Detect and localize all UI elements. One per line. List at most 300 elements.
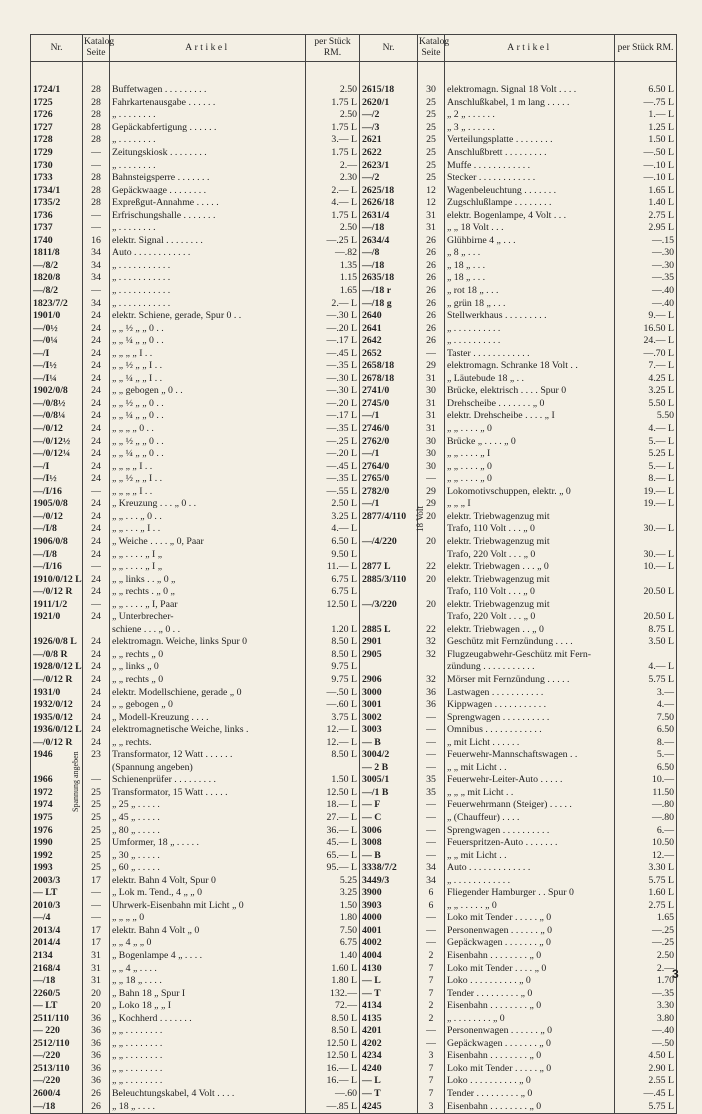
table-row bbox=[31, 937, 677, 950]
table-row bbox=[31, 473, 677, 486]
price-right: 10.— bbox=[615, 774, 677, 787]
article-right: Loko mit Tender . . . . . „ 0 bbox=[445, 1063, 615, 1076]
price-left: 2.50 L bbox=[306, 498, 360, 511]
price-right: —.10 L bbox=[615, 159, 677, 172]
catalog-page-right: 31 bbox=[418, 222, 445, 235]
article-left: „ 60 „ . . . . . bbox=[110, 862, 306, 875]
article-left: „ Kreuzung . . . „ 0 . . bbox=[110, 498, 306, 511]
article-right: „ „ „ I bbox=[445, 498, 615, 511]
article-right: Sprengwagen . . . . . . . . . . bbox=[445, 824, 615, 837]
table-row bbox=[31, 787, 677, 800]
table-row bbox=[31, 272, 677, 285]
item-number-right: 2905 bbox=[360, 649, 418, 662]
table-row bbox=[31, 975, 677, 988]
item-number-right: 2901 bbox=[360, 636, 418, 649]
item-number-right: 3002 bbox=[360, 711, 418, 724]
price-right: 2.— bbox=[615, 962, 677, 975]
article-right: „ . . . . . . . . „ 0 bbox=[445, 1012, 615, 1025]
article-left: „ „ ½ „ „ 0 . . bbox=[110, 435, 306, 448]
item-number-left bbox=[31, 624, 83, 637]
catalog-page-right: 30 bbox=[418, 435, 445, 448]
item-number-left: 1992 bbox=[31, 849, 83, 862]
table-row bbox=[31, 686, 677, 699]
price-left: —.60 L bbox=[306, 699, 360, 712]
catalog-page-left: — bbox=[83, 209, 110, 222]
catalog-page-right: 31 bbox=[418, 398, 445, 411]
item-number-right: 4245 bbox=[360, 1100, 418, 1113]
article-right: Trafo, 110 Volt . . . „ 0 bbox=[445, 523, 615, 536]
catalog-page-right: 35 bbox=[418, 774, 445, 787]
article-right: Feuerwehr-Leiter-Auto . . . . . bbox=[445, 774, 615, 787]
catalog-page-right: 25 bbox=[418, 122, 445, 135]
price-right: —.40 bbox=[615, 297, 677, 310]
item-number-right: 2762/0 bbox=[360, 435, 418, 448]
price-right: —.40 bbox=[615, 285, 677, 298]
table-row bbox=[31, 184, 677, 197]
article-left: „ „ ¼ „ „ I . . bbox=[110, 373, 306, 386]
item-number-left: 1740 bbox=[31, 235, 83, 248]
item-number-right: 2906 bbox=[360, 674, 418, 687]
catalog-page-right: 20 bbox=[418, 598, 445, 611]
price-left: —.35 L bbox=[306, 360, 360, 373]
price-left: —.55 L bbox=[306, 486, 360, 499]
article-right: Flugzeugabwehr-Geschütz mit Fern- bbox=[445, 649, 615, 662]
table-header-row bbox=[31, 35, 677, 62]
article-right: „ rot 18 „ . . . bbox=[445, 285, 615, 298]
item-number-right: 3903 bbox=[360, 900, 418, 913]
table-row bbox=[31, 448, 677, 461]
price-right bbox=[615, 511, 677, 524]
catalog-page-right: 7 bbox=[418, 1063, 445, 1076]
price-left: 11.— L bbox=[306, 561, 360, 574]
item-number-right: 2622 bbox=[360, 147, 418, 160]
article-right: Personenwagen . . . . . . „ 0 bbox=[445, 925, 615, 938]
table-row bbox=[31, 1088, 677, 1101]
price-right: —.70 L bbox=[615, 347, 677, 360]
article-right: elektromagn. Schranke 18 Volt . . bbox=[445, 360, 615, 373]
item-number-right: — C bbox=[360, 812, 418, 825]
article-left: „ 25 „ . . . . . bbox=[110, 799, 306, 812]
article-left: „ „ „ „ I . . bbox=[110, 486, 306, 499]
item-number-right: 2746/0 bbox=[360, 423, 418, 436]
table-row bbox=[31, 410, 677, 423]
header-nr-left: Nr. bbox=[31, 35, 83, 62]
catalog-page-left: — bbox=[83, 900, 110, 913]
catalog-page-right: — bbox=[418, 473, 445, 486]
article-right: „ 3 „ . . . . . . bbox=[445, 122, 615, 135]
price-right: 7.50 bbox=[615, 711, 677, 724]
item-number-right: 4135 bbox=[360, 1012, 418, 1025]
article-right: Kippwagen . . . . . . . . . . . bbox=[445, 699, 615, 712]
item-number-left: —/8/2 bbox=[31, 260, 83, 273]
item-number-right: 2745/0 bbox=[360, 398, 418, 411]
article-right: Brücke „ . . . . „ 0 bbox=[445, 435, 615, 448]
catalog-page-right: 31 bbox=[418, 423, 445, 436]
article-right: Trafo, 220 Volt . . . „ 0 bbox=[445, 611, 615, 624]
item-number-right: —/8 bbox=[360, 247, 418, 260]
catalog-page-right: 2 bbox=[418, 950, 445, 963]
article-left: Schienenprüfer . . . . . . . . . bbox=[110, 774, 306, 787]
article-left: „ „ . . . . „ I, Paar bbox=[110, 598, 306, 611]
price-left: 7.50 bbox=[306, 925, 360, 938]
item-number-left: 1972 bbox=[31, 787, 83, 800]
item-number-right: 4130 bbox=[360, 962, 418, 975]
table-row bbox=[31, 774, 677, 787]
catalog-page-right: — bbox=[418, 925, 445, 938]
catalog-page-left: — bbox=[83, 222, 110, 235]
volt-18-vertical-label: 18 Volt bbox=[415, 506, 425, 532]
article-right: Trafo, 110 Volt . . . „ 0 bbox=[445, 586, 615, 599]
item-number-left: 1906/0/8 bbox=[31, 536, 83, 549]
article-left: „ „ „ „ 0 bbox=[110, 912, 306, 925]
item-number-left: 1928/0/12 L bbox=[31, 661, 83, 674]
catalog-page-left: 24 bbox=[83, 385, 110, 398]
article-left: „ „ gebogen „ 0 bbox=[110, 699, 306, 712]
page-number: 3 bbox=[672, 967, 679, 981]
catalog-page-right: — bbox=[418, 347, 445, 360]
spacer-row bbox=[31, 62, 677, 85]
article-left: „ Kochherd . . . . . . . bbox=[110, 1012, 306, 1025]
item-number-left: 2013/4 bbox=[31, 925, 83, 938]
price-right: 8.— L bbox=[615, 473, 677, 486]
item-number-left: —/I bbox=[31, 347, 83, 360]
price-left: —.35 L bbox=[306, 473, 360, 486]
catalog-page-right: — bbox=[418, 711, 445, 724]
item-number-right: 2741/0 bbox=[360, 385, 418, 398]
article-left: „ „ ¼ „ „ 0 . . bbox=[110, 335, 306, 348]
price-left: 1.15 bbox=[306, 272, 360, 285]
item-number-right: 4201 bbox=[360, 1025, 418, 1038]
price-left: —.30 L bbox=[306, 310, 360, 323]
table-row bbox=[31, 586, 677, 599]
price-right: 6.50 bbox=[615, 762, 677, 775]
article-left: „ „ rechts „ 0 bbox=[110, 649, 306, 662]
price-right: 10.— L bbox=[615, 561, 677, 574]
table-row bbox=[31, 373, 677, 386]
item-number-right: —/1 bbox=[360, 498, 418, 511]
catalog-page-right: — bbox=[418, 824, 445, 837]
price-right: —.15 bbox=[615, 235, 677, 248]
catalog-page-left: 26 bbox=[83, 1100, 110, 1113]
price-left: —.20 L bbox=[306, 398, 360, 411]
price-left: 3.— L bbox=[306, 134, 360, 147]
item-number-right: — 2 B bbox=[360, 762, 418, 775]
article-right: Fliegender Hamburger . . Spur 0 bbox=[445, 887, 615, 900]
catalog-page-right: 32 bbox=[418, 674, 445, 687]
catalog-page-left: 24 bbox=[83, 423, 110, 436]
catalog-page-left: 17 bbox=[83, 925, 110, 938]
catalog-page-left: 36 bbox=[83, 1038, 110, 1051]
item-number-right: 2642 bbox=[360, 335, 418, 348]
table-row bbox=[31, 486, 677, 499]
table-row bbox=[31, 97, 677, 110]
article-left: elektromagnetische Weiche, links . bbox=[110, 724, 306, 737]
catalog-page-right: — bbox=[418, 1025, 445, 1038]
price-right: —.10 L bbox=[615, 172, 677, 185]
price-left: 1.50 L bbox=[306, 774, 360, 787]
article-left: (Spannung angeben) bbox=[110, 762, 306, 775]
price-left: —.20 L bbox=[306, 322, 360, 335]
article-right: „ (Chauffeur) . . . . bbox=[445, 812, 615, 825]
catalog-page-right: 25 bbox=[418, 109, 445, 122]
catalog-page-right: 34 bbox=[418, 862, 445, 875]
header-preis-right: per Stück RM. bbox=[615, 35, 677, 62]
article-right: zündung . . . . . . . . . . . bbox=[445, 661, 615, 674]
article-right: „ . . . . . . . . . . bbox=[445, 322, 615, 335]
catalog-page-right: — bbox=[418, 724, 445, 737]
article-right: „ „ „ mit Licht . . bbox=[445, 787, 615, 800]
item-number-left: 1901/0 bbox=[31, 310, 83, 323]
article-left: Buffetwagen . . . . . . . . . bbox=[110, 84, 306, 97]
catalog-page-left: 24 bbox=[83, 548, 110, 561]
table-row bbox=[31, 849, 677, 862]
price-left: 2.50 bbox=[306, 222, 360, 235]
item-number-right bbox=[360, 523, 418, 536]
article-right: Taster . . . . . . . . . . . . bbox=[445, 347, 615, 360]
item-number-left: —/I¼ bbox=[31, 373, 83, 386]
price-left: —.25 L bbox=[306, 235, 360, 248]
price-right: 9.— L bbox=[615, 310, 677, 323]
article-left: „ „ . . . . . . . . bbox=[110, 1050, 306, 1063]
price-left: —.50 L bbox=[306, 686, 360, 699]
item-number-right: 2621 bbox=[360, 134, 418, 147]
catalog-page-left: 28 bbox=[83, 122, 110, 135]
article-left: „ Modell-Kreuzung . . . . bbox=[110, 711, 306, 724]
price-left bbox=[306, 762, 360, 775]
catalog-page-left: 16 bbox=[83, 235, 110, 248]
table-body bbox=[31, 62, 677, 1114]
catalog-page-left: 17 bbox=[83, 937, 110, 950]
table-row bbox=[31, 235, 677, 248]
table-row bbox=[31, 159, 677, 172]
price-left: —.60 bbox=[306, 1088, 360, 1101]
price-right: —.75 L bbox=[615, 97, 677, 110]
item-number-right: —/18 g bbox=[360, 297, 418, 310]
item-number-left: 1911/1/2 bbox=[31, 598, 83, 611]
article-right: Tender . . . . . . . . . „ 0 bbox=[445, 987, 615, 1000]
price-left: 1.65 bbox=[306, 285, 360, 298]
item-number-right: —/3 bbox=[360, 122, 418, 135]
header-nr-right: Nr. bbox=[360, 35, 418, 62]
catalog-page-left: 24 bbox=[83, 498, 110, 511]
article-left: „ Unterbrecher- bbox=[110, 611, 306, 624]
article-left: „ „ . . . . . . . . bbox=[110, 1025, 306, 1038]
catalog-page-right: 7 bbox=[418, 975, 445, 988]
price-right: 1.65 L bbox=[615, 184, 677, 197]
catalog-page-right: 25 bbox=[418, 159, 445, 172]
price-left: 1.75 L bbox=[306, 122, 360, 135]
catalog-page-left: 25 bbox=[83, 812, 110, 825]
item-number-left: —/I/8 bbox=[31, 548, 83, 561]
article-right: „ „ . . . . „ 0 bbox=[445, 460, 615, 473]
catalog-page-left: 28 bbox=[83, 109, 110, 122]
item-number-right: —/18 bbox=[360, 260, 418, 273]
catalog-page-right: 20 bbox=[418, 511, 445, 524]
article-left: „ „ . . . „ 0 . . bbox=[110, 511, 306, 524]
article-left: Expreßgut-Annahme . . . . . bbox=[110, 197, 306, 210]
price-left: 6.75 L bbox=[306, 573, 360, 586]
price-right: —.50 bbox=[615, 1038, 677, 1051]
article-right: Lokomotivschuppen, elektr. „ 0 bbox=[445, 486, 615, 499]
price-left: 5.25 bbox=[306, 874, 360, 887]
item-number-left: 1975 bbox=[31, 812, 83, 825]
price-left: —.25 L bbox=[306, 435, 360, 448]
catalog-page-right: 12 bbox=[418, 197, 445, 210]
header-artikel-right: Artikel bbox=[445, 35, 615, 62]
catalog-page-left: 25 bbox=[83, 862, 110, 875]
item-number-left: — LT bbox=[31, 1000, 83, 1013]
price-left bbox=[306, 611, 360, 624]
item-number-right: —/2 bbox=[360, 172, 418, 185]
price-left: 2.— L bbox=[306, 297, 360, 310]
price-left: 95.— L bbox=[306, 862, 360, 875]
catalog-page-left: 36 bbox=[83, 1063, 110, 1076]
article-right: Sprengwagen . . . . . . . . . . bbox=[445, 711, 615, 724]
item-number-left: 1733 bbox=[31, 172, 83, 185]
article-right: „ 18 „ . . . bbox=[445, 272, 615, 285]
catalog-page-left: — bbox=[83, 887, 110, 900]
price-right: 24.— L bbox=[615, 335, 677, 348]
catalog-page-right: 7 bbox=[418, 1088, 445, 1101]
price-right: 16.50 L bbox=[615, 322, 677, 335]
article-left: elektr. Modellschiene, gerade „ 0 bbox=[110, 686, 306, 699]
catalog-page-left: — bbox=[83, 774, 110, 787]
catalog-page-right: 26 bbox=[418, 322, 445, 335]
item-number-right: 2765/0 bbox=[360, 473, 418, 486]
price-right: 8.— bbox=[615, 736, 677, 749]
article-left: „ 45 „ . . . . . bbox=[110, 812, 306, 825]
article-left: „ „ ½ „ „ I . . bbox=[110, 360, 306, 373]
price-list-page bbox=[30, 34, 676, 1112]
price-right: —.30 bbox=[615, 260, 677, 273]
price-right: 5.75 L bbox=[615, 674, 677, 687]
price-left: 65.— L bbox=[306, 849, 360, 862]
article-left: „ „ „ „ I . . bbox=[110, 347, 306, 360]
catalog-page-right: 12 bbox=[418, 184, 445, 197]
catalog-page-left: 20 bbox=[83, 987, 110, 1000]
catalog-page-left: 34 bbox=[83, 260, 110, 273]
article-right: Loko mit Tender . . . . . „ 0 bbox=[445, 912, 615, 925]
price-left: 1.75 L bbox=[306, 209, 360, 222]
catalog-page-right: 22 bbox=[418, 624, 445, 637]
article-right: Brücke, elektrisch . . . . Spur 0 bbox=[445, 385, 615, 398]
table-row bbox=[31, 874, 677, 887]
price-right: 1.40 L bbox=[615, 197, 677, 210]
item-number-right: 2782/0 bbox=[360, 486, 418, 499]
article-left: „ Bahn 18 „ Spur I bbox=[110, 987, 306, 1000]
catalog-page-left: 24 bbox=[83, 511, 110, 524]
item-number-right: 2625/18 bbox=[360, 184, 418, 197]
item-number-left: 2134 bbox=[31, 950, 83, 963]
price-right: 6.50 bbox=[615, 724, 677, 737]
catalog-page-left: 28 bbox=[83, 97, 110, 110]
item-number-left: —/0/12 R bbox=[31, 674, 83, 687]
price-right: 20.50 L bbox=[615, 586, 677, 599]
item-number-left: 2014/4 bbox=[31, 937, 83, 950]
item-number-right: — L bbox=[360, 1075, 418, 1088]
item-number-right: 3900 bbox=[360, 887, 418, 900]
item-number-right: 4134 bbox=[360, 1000, 418, 1013]
item-number-left: 1730 bbox=[31, 159, 83, 172]
catalog-page-right: 29 bbox=[418, 498, 445, 511]
catalog-page-left: — bbox=[83, 912, 110, 925]
article-left: „ „ 18 „ . . . . bbox=[110, 975, 306, 988]
catalog-page-left: 25 bbox=[83, 787, 110, 800]
price-right: 2.75 L bbox=[615, 900, 677, 913]
catalog-page-right: 7 bbox=[418, 962, 445, 975]
catalog-page-left: 24 bbox=[83, 636, 110, 649]
table-row bbox=[31, 435, 677, 448]
catalog-page-left: 28 bbox=[83, 184, 110, 197]
price-right: —.50 L bbox=[615, 147, 677, 160]
item-number-left: —/I/16 bbox=[31, 486, 83, 499]
article-right: „ „ . . . . „ 0 bbox=[445, 473, 615, 486]
article-right: Loko . . . . . . . . . . „ 0 bbox=[445, 975, 615, 988]
item-number-left: 1926/0/8 L bbox=[31, 636, 83, 649]
price-right: 4.— bbox=[615, 699, 677, 712]
item-number-right: 4240 bbox=[360, 1063, 418, 1076]
table-row bbox=[31, 147, 677, 160]
price-right: 2.95 L bbox=[615, 222, 677, 235]
article-right: Mörser mit Fernzündung . . . . . bbox=[445, 674, 615, 687]
item-number-left: 1990 bbox=[31, 837, 83, 850]
article-left: „ . . . . . . . . bbox=[110, 222, 306, 235]
article-left: „ „ . . . . . . . . bbox=[110, 1063, 306, 1076]
price-right: 2.50 bbox=[615, 950, 677, 963]
item-number-left: —/4 bbox=[31, 912, 83, 925]
article-right: Omnibus . . . . . . . . . . . . bbox=[445, 724, 615, 737]
article-right: „ Läutebude 18 „ . . bbox=[445, 373, 615, 386]
price-left: 1.50 bbox=[306, 900, 360, 913]
catalog-page-right bbox=[418, 611, 445, 624]
article-right: „ 2 „ . . . . . . bbox=[445, 109, 615, 122]
table-row bbox=[31, 561, 677, 574]
catalog-page-left: 20 bbox=[83, 1000, 110, 1013]
catalog-page-left: 24 bbox=[83, 573, 110, 586]
price-right: 7.— L bbox=[615, 360, 677, 373]
price-right: 3.50 L bbox=[615, 636, 677, 649]
catalog-page-right: 26 bbox=[418, 272, 445, 285]
item-number-right: — B bbox=[360, 849, 418, 862]
price-right: 5.75 L bbox=[615, 874, 677, 887]
article-right: „ „ . . . . „ 0 bbox=[445, 423, 615, 436]
table-row bbox=[31, 887, 677, 900]
item-number-left: 1736 bbox=[31, 209, 83, 222]
article-left: Auto . . . . . . . . . . . . bbox=[110, 247, 306, 260]
item-number-left: —/0/12 R bbox=[31, 586, 83, 599]
catalog-page-left: — bbox=[83, 147, 110, 160]
article-left: Zeitungskiosk . . . . . . . . bbox=[110, 147, 306, 160]
catalog-page-left: 28 bbox=[83, 197, 110, 210]
table-row bbox=[31, 812, 677, 825]
table-row bbox=[31, 511, 677, 524]
price-left: —.45 L bbox=[306, 347, 360, 360]
price-right: 5.25 L bbox=[615, 448, 677, 461]
catalog-page-left: 36 bbox=[83, 1012, 110, 1025]
price-right: 6.50 L bbox=[615, 84, 677, 97]
catalog-page-right: 2 bbox=[418, 1000, 445, 1013]
table-row bbox=[31, 260, 677, 273]
table-row bbox=[31, 636, 677, 649]
catalog-page-left: 24 bbox=[83, 724, 110, 737]
item-number-left: —/0¼ bbox=[31, 335, 83, 348]
article-left: „ Weiche . . . . „ 0, Paar bbox=[110, 536, 306, 549]
catalog-page-left: 17 bbox=[83, 874, 110, 887]
article-left: „ „ ½ „ „ 0 . . bbox=[110, 398, 306, 411]
catalog-page-left: 24 bbox=[83, 347, 110, 360]
catalog-page-right: 7 bbox=[418, 1075, 445, 1088]
item-number-right: 4004 bbox=[360, 950, 418, 963]
